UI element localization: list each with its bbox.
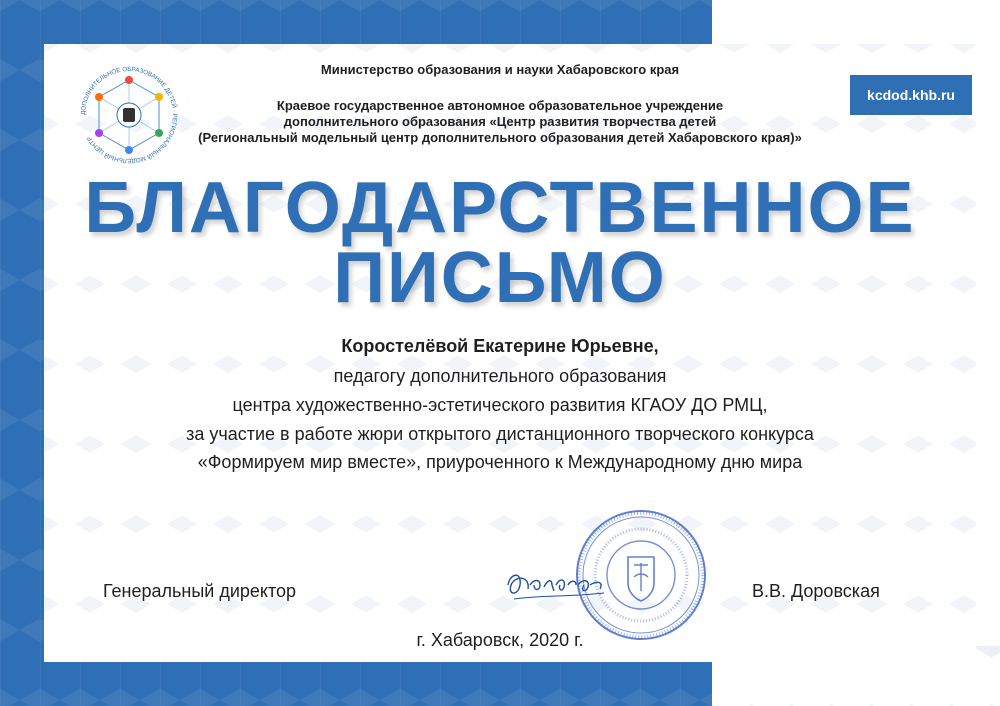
website-badge[interactable]: kcdod.khb.ru xyxy=(850,75,972,115)
body-line-2: центра художественно-эстетического развития КГАОУ ДО РМЦ, xyxy=(232,395,768,415)
official-stamp-icon xyxy=(566,505,716,645)
title-line-1: БЛАГОДАРСТВЕННОЕ xyxy=(84,168,916,248)
title-line-2: ПИСЬМО xyxy=(333,238,667,318)
logo-ring-text: ДОПОЛНИТЕЛЬНОЕ ОБРАЗОВАНИЕ ДЕТЕЙ · РЕГИОНАЛЬНЫЙ МОДЕЛЬНЫЙ ЦЕНТР xyxy=(79,65,179,165)
signatory-name: В.В. Доровская xyxy=(752,581,880,601)
body-line-4: «Формируем мир вместе», приуроченного к Международному дню мира xyxy=(197,452,803,472)
body-line-1: педагогу дополнительного образования xyxy=(333,366,667,386)
org-line-2: дополнительного образования «Центр развития творчества детей xyxy=(283,114,717,129)
org-line-3: (Региональный модельный центр дополнительного образования детей Хабаровского края)» xyxy=(198,130,802,145)
rmc-logo-icon xyxy=(74,60,184,170)
recipient-name: Коростелёвой Екатерине Юрьевне, xyxy=(341,336,659,356)
city-year: г. Хабаровск, 2020 г. xyxy=(416,630,584,650)
ministry-title: Министерство образования и науки Хабаровского края xyxy=(320,62,680,77)
body-line-3: за участие в работе жюри открытого дистанционного творческого конкурса xyxy=(186,424,814,444)
signatory-position: Генеральный директор xyxy=(103,581,297,601)
org-line-1: Краевое государственное автономное образовательное учреждение xyxy=(276,98,724,113)
